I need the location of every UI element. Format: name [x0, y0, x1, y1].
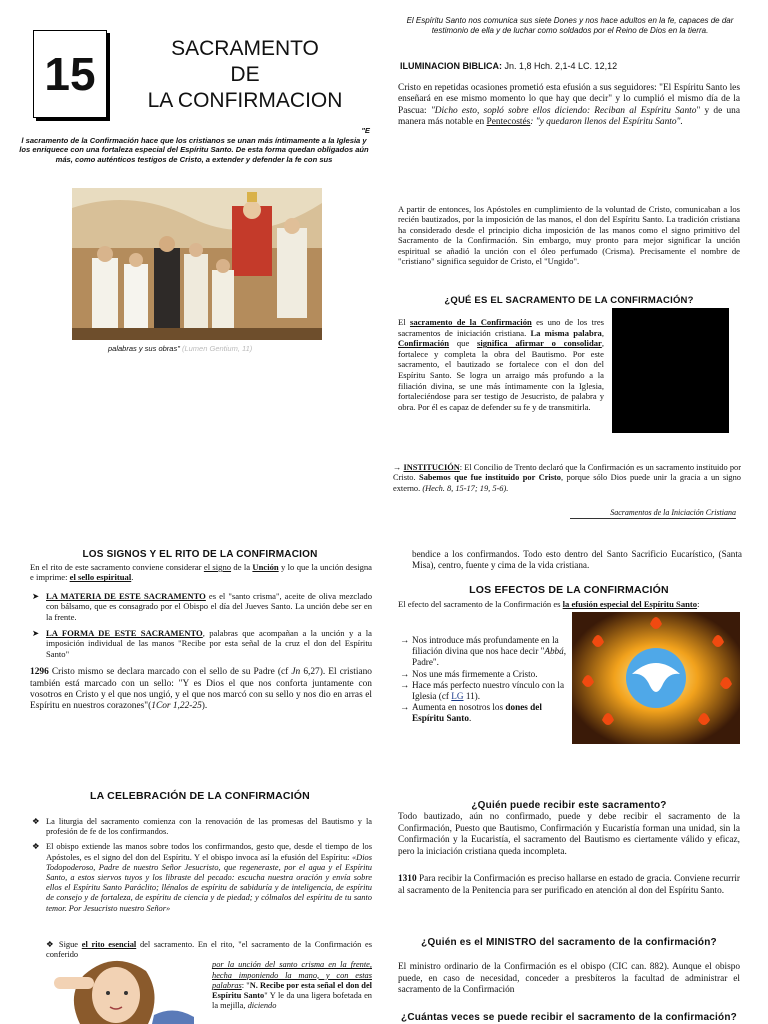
- black-image-box: [612, 308, 729, 433]
- w-t5: ,: [601, 327, 604, 338]
- title-line-1: SACRAMENTO: [171, 37, 319, 60]
- title-line-3: LA CONFIRMACION: [147, 89, 343, 112]
- illumination-quote: "Dicho esto, sopló sobre ellos diciendo: Reciban al Espíritu Santo: [430, 105, 697, 116]
- w-t2: sacramento de la Confirmación: [409, 317, 532, 327]
- w-t9: , fortalece y completa la obra del Bautismo. Por este sacramento, el bautizado se fortalece con el don del Espíritu Santo. Se logra un arraigo más profundo a la filiación divina, se une más íntimamente con la Iglesia, fortaleciéndose para ser testigo de Jesucristo, de palabra y obra. Por él es capaz de defender su fe y de transmitirla.: [398, 338, 604, 412]
- illumination-text-c: : "y quedaron llenos del Espíritu Santo".: [530, 116, 683, 127]
- c3h: diciendo: [247, 1001, 277, 1011]
- p1296-ref1: Jn: [291, 667, 301, 678]
- w-t8: significa afirmar o consolidar: [477, 338, 602, 349]
- p1296-num: 1296: [30, 667, 49, 678]
- list-item: [398, 680, 570, 702]
- list-item: [30, 817, 372, 837]
- arrow-icon: →: [400, 679, 410, 690]
- diamond-bullet-icon: ❖: [46, 940, 56, 949]
- arrow-icon: →: [393, 463, 402, 472]
- signos-heading: LOS SIGNOS Y EL RITO DE LA CONFIRMACION: [82, 549, 318, 560]
- s-intro-b: el signo: [203, 562, 232, 572]
- celebracion-list: [30, 812, 372, 914]
- image-caption: [108, 344, 388, 353]
- intro-quote-mark: "E: [361, 126, 370, 135]
- s-intro-d: Unción: [252, 562, 279, 572]
- intro-quote: El Espíritu Santo nos comunica sus siete Dones y nos hace adultos en la fe, capaces de dar testimonio de ella y de luchar como soldados por el Reino de Dios en la tierra.: [406, 16, 734, 35]
- illumination-text-a: Cristo en repetidas ocasiones prometió esta efusión a sus seguidores: "El Espíritu Santo les enseñará en ese mismo momento lo que hay que decir" y lo cumplió el mismo día de la Pascua:: [398, 83, 740, 116]
- forma-text: , palabras que acompañan a la unción y a la imposición individual de las manos "Recibe por esta señal de la cruz el don del Espíritu Santo": [46, 628, 372, 659]
- e3c: 11).: [463, 691, 481, 702]
- p1296-ref2: 1Cor 1,22-25: [151, 701, 202, 712]
- list-item: [398, 669, 570, 680]
- list-item: [398, 702, 570, 724]
- list-item: [398, 635, 570, 669]
- e-intro-c: :: [697, 599, 700, 609]
- ministro-heading: ¿Quién es el MINISTRO del sacramento de la confirmación?: [421, 937, 717, 948]
- arrow-icon: →: [400, 668, 410, 679]
- what-is-heading: ¿QUÉ ES EL SACRAMENTO DE LA CONFIRMACIÓN?: [444, 295, 694, 306]
- forma-item: [30, 628, 372, 659]
- page-title: [120, 36, 370, 114]
- institucion-ref: (Hech. 8, 15-17; 19, 5-6).: [422, 483, 509, 493]
- s-intro-e: y lo que la unción designa e imprime:: [30, 562, 372, 583]
- e3a: Hace más perfecto nuestro vínculo con la Iglesia (cf: [412, 679, 565, 702]
- illumination-text-b: " y de una manera más notable en: [398, 105, 741, 127]
- c2b: «Dios Todopoderoso, Padre de nuestro Señor Jesucristo, que regeneraste, por el agua y el Espíritu Santo, a estos siervos tuyos y los libraste del pecado: escucha nuestra oración y envía sobre ellos el Espíritu Santo Paráclito; llénalos de espíritu de sabiduría y de inteligencia, de espíritu de consejo y de fortaleza, de espíritu de ciencia y de piedad; y cólmalos del espíritu de tu santo temor. Por Jesucristo nuestro Señor»: [46, 852, 372, 913]
- c3d: por la unción del santo crisma en la frente, hecha imponiendo la mano, y con estas palabras: [212, 960, 372, 990]
- link-underline: [570, 518, 736, 519]
- c2a: El obispo extiende las manos sobre todos los confirmandos, gesto que, desde el tiempo de los Apóstoles, es el signo del don del Espíritu. Y el obispo invoca así la efusión del Espíritu:: [46, 842, 372, 862]
- arrow-icon: →: [400, 635, 410, 645]
- ministro-text: El ministro ordinario de la Confirmación es el obispo (CIC can. 882). Aunque el obispo puede, en caso de necesidad, conceder a presbíteros la facultad de administrar el sacramento de la Confirmación: [398, 962, 740, 996]
- dove-illustration: [572, 612, 740, 744]
- e4c: .: [468, 713, 472, 724]
- quien-text: Todo bautizado, aún no confirmado, puede y debe recibir el sacramento de la Confirmación, Puesto que Bautismo, Confirmación y Eucaristía forman una unidad, sin la Confirmación y la Eucaristía, el sacramento del Bautismo es ciertamente válido y eficaz, pero la iniciación cristiana queda incompleta.: [398, 812, 740, 857]
- paragraph-1296: [30, 667, 372, 713]
- lesson-number: 15: [33, 30, 107, 118]
- p1296-a: Cristo mismo se declara marcado con el sello de su Padre (cf: [48, 667, 292, 678]
- illumination-refs: Jn. 1,8 Hch. 2,1-4 LC. 12,12: [504, 61, 618, 71]
- paragraph-1310: [398, 874, 740, 897]
- diamond-bullet-icon: ❖: [32, 817, 40, 826]
- e4a: Aumenta en nosotros los: [412, 702, 506, 713]
- girl-illustration: [44, 955, 194, 1024]
- s-intro-c: de la: [231, 562, 253, 572]
- s-intro-a: En el rito de este sacramento conviene considerar: [30, 562, 204, 572]
- e-intro-a: El efecto del sacramento de la Confirmación es: [398, 599, 563, 609]
- s-intro-g: .: [131, 572, 134, 583]
- c3g: " Y le da una ligera bofetada en la mejilla,: [212, 991, 372, 1011]
- c3c: del sacramento. En el rito, "el sacramento de la Confirmación es conferido: [46, 940, 372, 960]
- ceremony-illustration: [72, 188, 322, 340]
- title-line-2: DE: [230, 63, 260, 86]
- e1c: , Padre".: [412, 646, 567, 668]
- e4b: dones del Espíritu Santo: [412, 702, 542, 724]
- caption-ref: (Lumen Gentium, 11): [181, 344, 253, 353]
- veces-heading: ¿Cuántas veces se puede recibir el sacramento de la confirmación?: [401, 1012, 737, 1023]
- diamond-bullet-icon: ❖: [32, 842, 40, 852]
- apostles-paragraph: A partir de entonces, los Apóstoles en cumplimiento de la voluntad de Cristo, comunicaban a los recién bautizados, por la imposición de las manos, el don del Espíritu Santo. La tradición cristiana ha considerado desde el principio dicha imposición de las manos como el signo primitivo del Sacramento de la Confirmación. Sin embargo, muy pronto para mejor significar la unción espiritual se añadió la unción con el óleo perfumado (Crisma). Precisamente el nombre de "cristiano" significa seguidor de Cristo, el "Ungido".: [398, 204, 740, 267]
- s-intro-f: el sello espiritual: [69, 572, 132, 583]
- c3b: el rito esencial: [81, 940, 137, 949]
- efectos-intro: [398, 599, 740, 609]
- sacramentos-link[interactable]: Sacramentos de la Iniciación Cristiana: [610, 508, 736, 517]
- illumination-heading: [400, 61, 740, 71]
- holy-spirit-dove-image: [572, 612, 740, 744]
- e2: Nos une más firmemente a Cristo.: [412, 668, 538, 679]
- left-intro: [18, 126, 370, 164]
- signos-intro: [30, 562, 372, 583]
- institucion-text: : El Concilio de Trento declaró que la Confirmación es un sacramento instituido por Cristo.: [393, 463, 742, 483]
- forma-label: LA FORMA DE ESTE SACRAMENTO: [46, 628, 203, 639]
- efectos-heading: LOS EFECTOS DE LA CONFIRMACIÓN: [469, 584, 669, 596]
- left-intro-text: l sacramento de la Confirmación hace que los cristianos se unan más íntimamente a la Iglesia y los enriquece con una fortaleza especial del Espíritu Santo. De esta forma quedan obligados aún más, como auténticos testigos de Cristo, a extender y defender la fe con sus: [19, 135, 369, 164]
- what-is-text: [398, 317, 604, 412]
- p1296-b: 6,27). El cristiano también está marcado con un sello: "Y es Dios el que nos conforta juntamente con vosotros en Cristo y el que nos ungió, y el que nos marcó con su sello y nos dio en arras el Espíritu en nuestros corazones"(: [30, 667, 372, 712]
- institucion-paragraph: [393, 463, 741, 494]
- confirmation-girl-image: [44, 955, 194, 1024]
- institucion-text2: , porque sólo Dios puede unir la gracia a un signo externo.: [393, 473, 741, 493]
- p1310-num: 1310: [398, 874, 417, 884]
- w-t3: es uno de los tres sacramentos de iniciación cristiana.: [398, 317, 604, 338]
- w-t6: Confirmación: [398, 338, 450, 349]
- materia-label: LA MATERIA DE ESTE SACRAMENTO: [46, 590, 206, 601]
- w-t7: que: [449, 338, 478, 349]
- pentecostes-link[interactable]: Pentecostés: [486, 116, 531, 127]
- efectos-list: [398, 635, 570, 725]
- confirmation-ceremony-image: [72, 188, 322, 340]
- materia-item: [30, 591, 372, 622]
- lg-link[interactable]: LG: [451, 691, 464, 702]
- arrow-bullet-icon: ➤: [32, 590, 40, 601]
- illumination-label: ILUMINACION BIBLICA:: [400, 61, 502, 71]
- bendice-paragraph: bendice a los confirmandos. Todo esto dentro del Santo Sacrificio Eucarístico, (Santa Misa), centro, fuente y cima de la vida cristiana.: [412, 549, 742, 571]
- quien-heading: ¿Quién puede recibir este sacramento?: [471, 800, 667, 811]
- institucion-bold: Sabemos que fue instituido por Cristo: [419, 473, 561, 483]
- e-intro-b: la efusión especial del Espíritu Santo: [562, 599, 698, 609]
- arrow-icon: →: [400, 702, 410, 713]
- c3e: : ": [241, 980, 250, 990]
- signos-section: [30, 562, 372, 713]
- caption-text: palabras y sus obras": [108, 344, 180, 353]
- p1296-c: ).: [201, 701, 208, 712]
- e1b: Abbá: [544, 646, 564, 657]
- illumination-text: [398, 83, 740, 128]
- list-item: [30, 842, 372, 913]
- w-t4: La misma palabra: [530, 327, 602, 338]
- c1: La liturgia del sacramento comienza con la renovación de las promesas del Bautismo y la profesión de fe de los confirmandos.: [46, 817, 372, 837]
- materia-text: es el "santo crisma", aceite de oliva mezclado con bálsamo, que es consagrado por el Obispo el día del Jueves Santo. La unción debe ser en la frente.: [46, 590, 372, 622]
- p1310-text: Para recibir la Confirmación es preciso hallarse en estado de gracia. Conviene recurrir al sacramento de la Penitencia para ser purificado en atención al don del Espíritu Santo.: [398, 874, 740, 896]
- c3a: Sigue: [58, 940, 82, 949]
- arrow-bullet-icon: ➤: [32, 628, 40, 639]
- institucion-label: INSTITUCIÓN: [403, 463, 460, 472]
- c3f: N. Recibe por esta señal el don del Espíritu Santo: [212, 980, 372, 1001]
- e1a: Nos introduce más profundamente en la filiación divina que nos hace decir ": [412, 635, 559, 657]
- celebracion-heading: LA CELEBRACIÓN DE LA CONFIRMACIÓN: [90, 790, 310, 802]
- w-t1: El: [398, 317, 410, 327]
